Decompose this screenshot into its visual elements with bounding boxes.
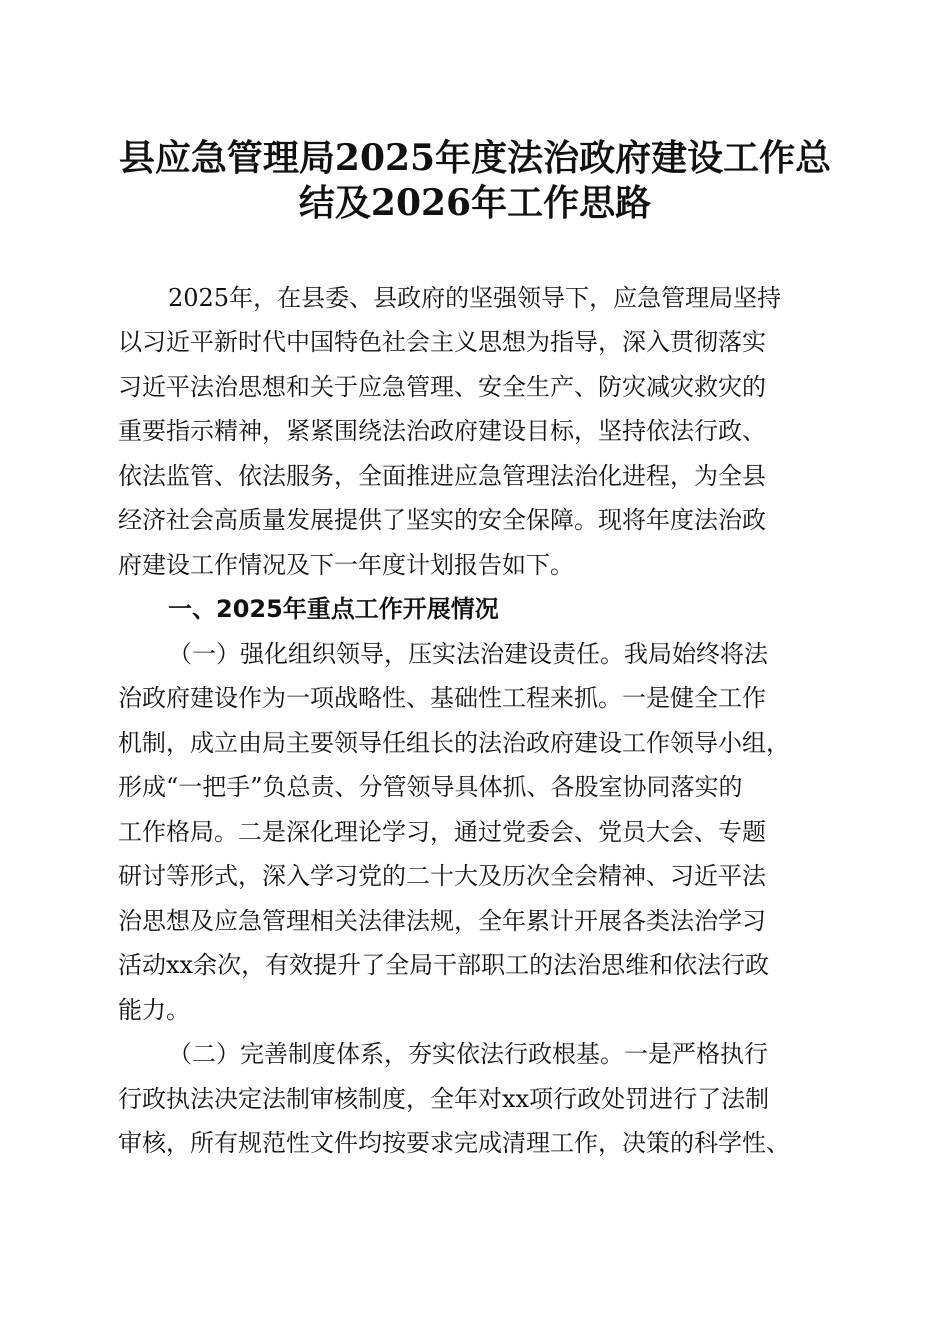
document-title-line-1: 县应急管理局2025年度法治政府建设工作总 [118, 137, 832, 179]
intro-paragraph-line: 2025年，在县委、县政府的坚强领导下，应急管理局坚持 [168, 284, 782, 312]
subsection-1-line: 治政府建设作为一项战略性、基础性工程来抓。一是健全工作 [118, 684, 766, 712]
intro-paragraph-line: 经济社会高质量发展提供了坚实的安全保障。现将年度法治政 [118, 506, 766, 534]
subsection-2-line: 行政执法决定法制审核制度，全年对xx项行政处罚进行了法制 [118, 1085, 770, 1113]
subsection-1-line: （一）强化组织领导，压实法治建设责任。我局始终将法 [168, 640, 768, 668]
subsection-2-line: 审核，所有规范性文件均按要求完成清理工作，决策的科学性、 [118, 1129, 790, 1157]
subsection-1-line: 治思想及应急管理相关法律法规，全年累计开展各类法治学习 [118, 907, 766, 935]
intro-paragraph-line: 以习近平新时代中国特色社会主义思想为指导，深入贯彻落实 [118, 328, 766, 356]
subsection-1-line: 工作格局。二是深化理论学习，通过党委会、党员大会、专题 [118, 818, 766, 846]
subsection-1-line: 机制，成立由局主要领导任组长的法治政府建设工作领导小组， [118, 729, 790, 757]
intro-paragraph-line: 府建设工作情况及下一年度计划报告如下。 [118, 551, 574, 579]
intro-paragraph-line: 习近平法治思想和关于应急管理、安全生产、防灾减灾救灾的 [118, 373, 766, 401]
section-heading: 一、2025年重点工作开展情况 [168, 595, 499, 623]
subsection-1-line: 形成“一把手”负总责、分管领导具体抓、各股室协同落实的 [118, 773, 743, 801]
subsection-1-line: 研讨等形式，深入学习党的二十大及历次全会精神、习近平法 [118, 862, 766, 890]
document-title-line-2: 结及2026年工作思路 [298, 182, 652, 224]
intro-paragraph-line: 依法监管、依法服务，全面推进应急管理法治化进程，为全县 [118, 462, 766, 490]
subsection-2-line: （二）完善制度体系，夯实依法行政根基。一是严格执行 [168, 1040, 768, 1068]
subsection-1-line: 能力。 [118, 996, 190, 1024]
subsection-1-line: 活动xx余次，有效提升了全局干部职工的法治思维和依法行政 [118, 951, 770, 979]
intro-paragraph-line: 重要指示精神，紧紧围绕法治政府建设目标，坚持依法行政、 [118, 417, 766, 445]
